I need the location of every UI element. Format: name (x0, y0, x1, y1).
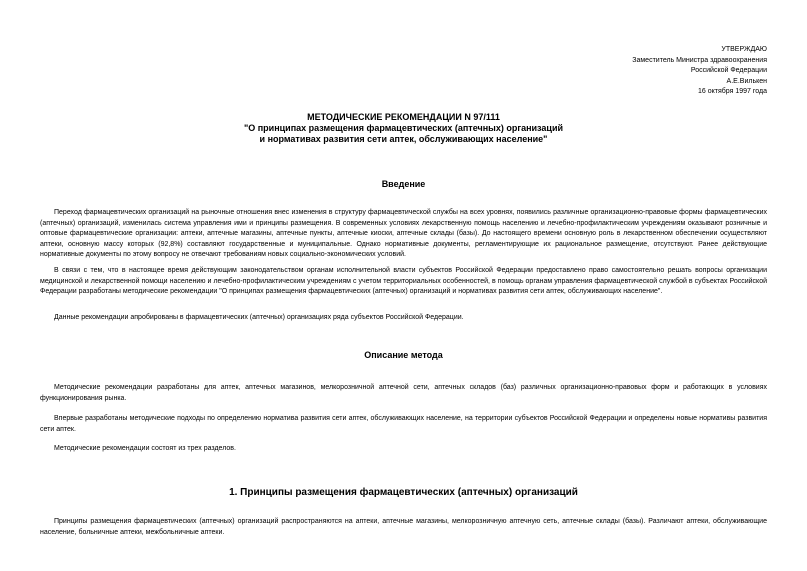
method-paragraph-3: Методические рекомендации состоят из трех разделов. (54, 445, 236, 452)
approval-block (632, 45, 767, 98)
introduction-paragraph-1: Переход фармацевтических организаций на рыночные отношения внес изменения в структуру фармацевтической службы на всех уровнях, появились различные организационно-правовые формы фармацевтических (аптечных) организаций, изменилась система управления ими и принципы размещения. В современных условиях лекарственную помощь населению и лечебно-профилактическим учреждениям оказывают розничные и оптовые фармацевтические организации: аптеки, аптечные магазины, аптечные пункты, аптечные киоски, аптечные склады (базы). До настоящего времени основную роль в лекарственном обеспечении осуществляют аптеки, основную массу которых (92,8%) составляют государственные и муниципальные. Однако нормативные документы, регламентирующие их рациональное размещение, отсутствуют. Ранее действующие нормативные документы по этому вопросу не отвечают требованиям новых социально-экономических условий. (40, 209, 767, 258)
approval-country: Российской Федерации (690, 67, 767, 74)
section-1-heading: 1. Принципы размещения фармацевтических (аптечных) организаций (229, 487, 578, 498)
method-heading: Описание метода (364, 350, 443, 360)
approval-signatory: А.Е.Вилькен (726, 77, 767, 85)
introduction-paragraph-2: В связи с тем, что в настоящее время действующим законодательством органам исполнительной власти субъектов Российской Федерации предоставлено право самостоятельно решать вопросы организации медицинской и лекарственной помощи населению и лечебно-профилактическим учреждениям с учетом территориальных особенностей, в помощь органам управления фармацевтической службой в субъектах Российской Федерации разработаны методические рекомендации "О принципах размещения фармацевтических (аптечных) организаций и нормативах развития сети аптек, обслуживающих население". (40, 267, 767, 295)
approval-position: Заместитель Министра здравоохранения (632, 56, 767, 64)
title-line-1: МЕТОДИЧЕСКИЕ РЕКОМЕНДАЦИИ N 97/111 (307, 112, 500, 122)
introduction-heading: Введение (381, 179, 426, 189)
method-paragraph-1: Методические рекомендации разработаны для аптек, аптечных магазинов, мелкорозничной аптечной сети, аптечных складов (баз) различных организационно-правовых форм и работающих в условиях функционирования рынка. (40, 384, 767, 402)
document-title (0, 112, 807, 145)
title-line-2: "О принципах размещения фармацевтических (аптечных) организаций (243, 123, 564, 133)
method-paragraph-2: Впервые разработаны методические подходы по определению норматива развития сети аптек, обслуживающих население, на территории субъектов Российской Федерации и определены новые нормативы развития сети аптек. (40, 415, 767, 433)
title-line-3: и нормативах развития сети аптек, обслуживающих население" (259, 134, 548, 144)
section-1-paragraph-1: Принципы размещения фармацевтических (аптечных) организаций распространяются на аптеки, аптечные магазины, мелкорозничную аптечную сеть, аптечные склады (базы). Различают аптеки, обслуживающие население, больничные аптеки, межбольничные аптеки. (40, 518, 767, 536)
introduction-paragraph-3: Данные рекомендации апробированы в фармацевтических (аптечных) организациях ряда субъектов Российской Федерации. (54, 314, 464, 321)
approval-title: УТВЕРЖДАЮ (721, 46, 767, 53)
approval-date: 16 октября 1997 года (698, 88, 767, 95)
